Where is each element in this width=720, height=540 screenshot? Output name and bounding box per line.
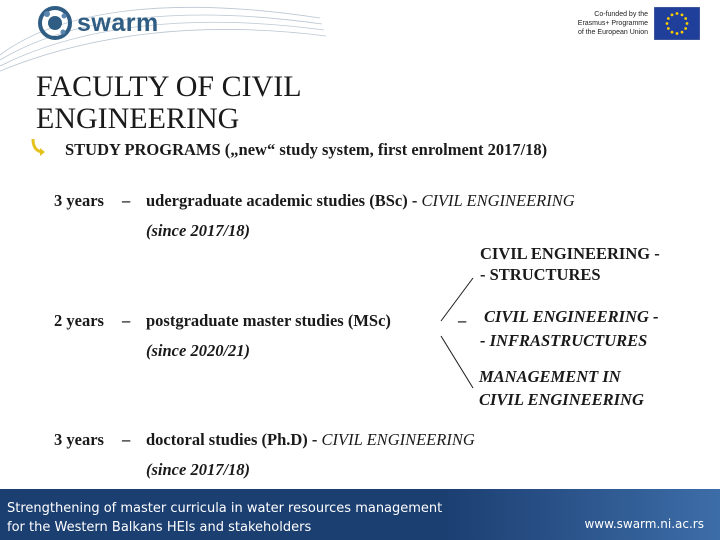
msc-duration: 2 years (54, 311, 104, 330)
logo-text: swarm (77, 8, 159, 37)
bsc-program-name: CIVIL ENGINEERING (421, 191, 575, 210)
phd-duration: 3 years (54, 430, 104, 449)
eu-star (671, 31, 674, 34)
eu-star (686, 22, 689, 25)
msc-option-1-line-1: CIVIL ENGINEERING - (480, 244, 660, 263)
msc-since: (since 2020/21) (146, 341, 251, 360)
bsc-duration: 3 years (54, 191, 104, 210)
eu-star (671, 13, 674, 16)
eu-funding-badge (568, 7, 700, 40)
bsc-dash: – (122, 191, 131, 210)
bullet-arrow-icon (30, 137, 50, 157)
eu-star (684, 27, 687, 30)
footer-bar (0, 489, 720, 540)
eu-star (676, 32, 679, 35)
bsc-description-text: udergraduate academic studies (BSc) - (146, 191, 422, 210)
phd-description-text: doctoral studies (Ph.D) - (146, 430, 322, 449)
funding-line-1: Co-funded by the (594, 11, 648, 18)
project-description (7, 499, 467, 537)
project-line-2: for the Western Balkans HEIs and stakeholders (7, 520, 312, 535)
bsc-since: (since 2017/18) (146, 221, 251, 240)
project-line-1: Strengthening of master curricula in water resources management (7, 501, 443, 516)
eu-star (684, 17, 687, 20)
phd-dash: – (122, 430, 131, 449)
branch-lines (438, 276, 478, 396)
phd-program-name: CIVIL ENGINEERING (321, 430, 475, 449)
msc-option-3-line-2: CIVIL ENGINEERING (479, 390, 644, 409)
eu-star (667, 27, 670, 30)
phd-description (146, 430, 475, 450)
eu-star (666, 22, 669, 25)
page-title: FACULTY OF CIVIL ENGINEERING (36, 70, 301, 135)
funding-line-2: Erasmus+ Programme (577, 20, 648, 27)
bsc-description (146, 191, 575, 211)
msc-option-2-line-1: CIVIL ENGINEERING - (484, 307, 659, 326)
subtitle: STUDY PROGRAMS („new“ study system, first enrolment 2017/18) (65, 140, 548, 159)
msc-option-1-line-2: - STRUCTURES (480, 265, 601, 284)
phd-since: (since 2017/18) (146, 460, 251, 479)
website-link[interactable]: www.swarm.ni.ac.rs (584, 517, 704, 531)
eu-flag-icon (654, 7, 700, 40)
eu-star (681, 31, 684, 34)
funding-text (568, 10, 648, 37)
eu-star (676, 12, 679, 15)
msc-dash: – (122, 311, 131, 330)
funding-line-3: of the European Union (577, 29, 648, 36)
swarm-logo (38, 5, 159, 41)
eu-star (681, 13, 684, 16)
msc-description: postgraduate master studies (MSc) (146, 311, 391, 330)
swarm-logo-icon (38, 6, 72, 40)
eu-star (667, 17, 670, 20)
msc-branch-dash: – (458, 311, 467, 330)
msc-option-2-line-2: - INFRASTRUCTURES (480, 331, 648, 350)
msc-option-3-line-1: MANAGEMENT IN (479, 367, 621, 386)
